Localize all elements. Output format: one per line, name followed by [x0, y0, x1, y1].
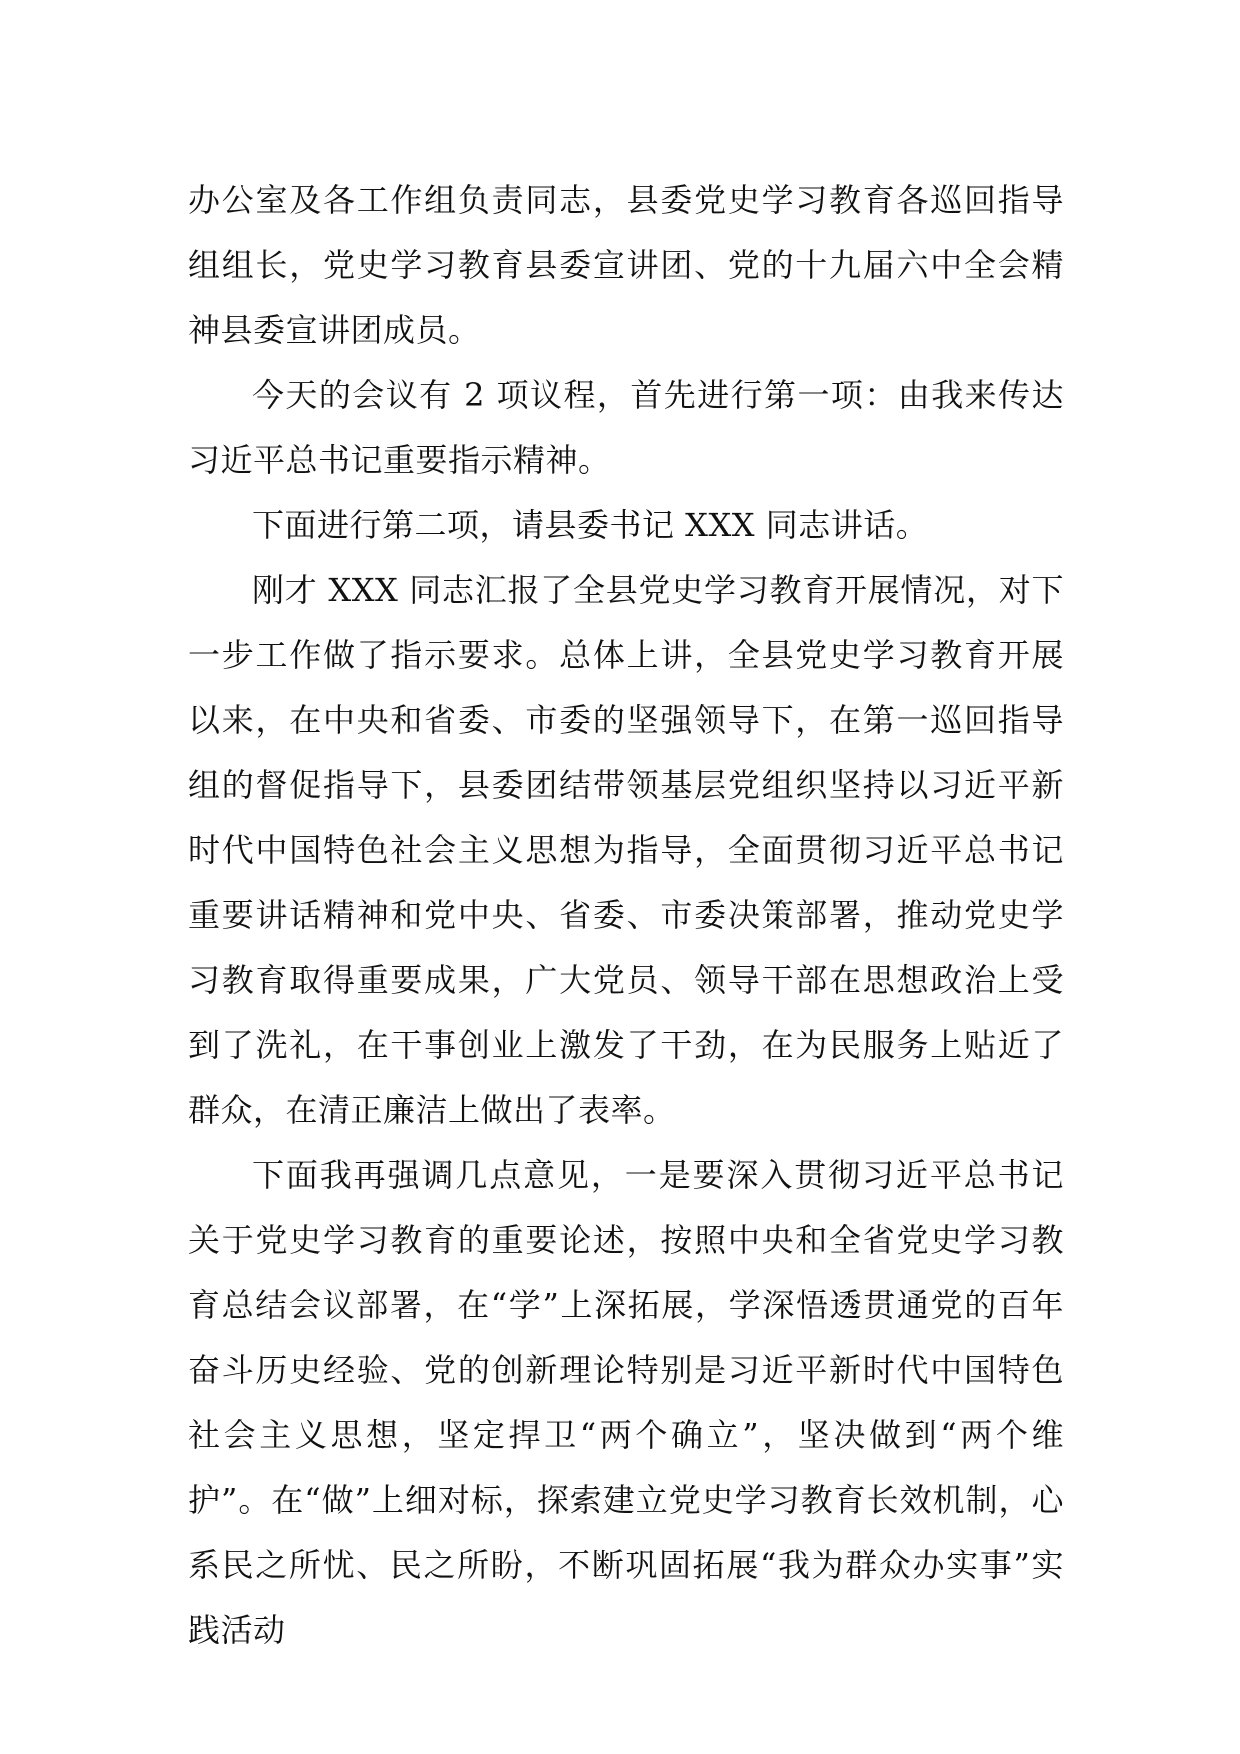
paragraph-opinions: 下面我再强调几点意见，一是要深入贯彻习近平总书记关于党史学习教育的重要论述，按照中央和全省党史学习教育总结会议部署，在“学”上深拓展，学深悟透贯通党的百年奋斗历史经验、党的创新理论特别是习近平新时代中国特色社会主义思想，坚定捍卫“两个确立”，坚决做到“两个维护”。在“做”上细对标，探索建立党史学习教育长效机制，心系民之所忧、民之所盼，不断巩固拓展“我为群众办实事”实践活动 — [188, 1156, 1064, 1649]
paragraph-summary: 刚才 XXX 同志汇报了全县党史学习教育开展情况，对下一步工作做了指示要求。总体上讲，全县党史学习教育开展以来，在中央和省委、市委的坚强领导下，在第一巡回指导组的督促指导下，县委团结带领基层党组织坚持以习近平新时代中国特色社会主义思想为指导，全面贯彻习近平总书记重要讲话精神和党中央、省委、市委决策部署，推动党史学习教育取得重要成果，广大党员、领导干部在思想政治上受到了洗礼，在干事创业上激发了干劲，在为民服务上贴近了群众，在清正廉洁上做出了表率。 — [188, 571, 1064, 1129]
paragraph-attendees: 办公室及各工作组负责同志，县委党史学习教育各巡回指导组组长，党史学习教育县委宣讲团、党的十九届六中全会精神县委宣讲团成员。 — [188, 181, 1064, 349]
document-body — [188, 168, 1064, 1663]
paragraph-second-item: 下面进行第二项，请县委书记 XXX 同志讲话。 — [252, 506, 929, 544]
paragraph-agenda: 今天的会议有 2 项议程，首先进行第一项：由我来传达习近平总书记重要指示精神。 — [188, 376, 1064, 479]
